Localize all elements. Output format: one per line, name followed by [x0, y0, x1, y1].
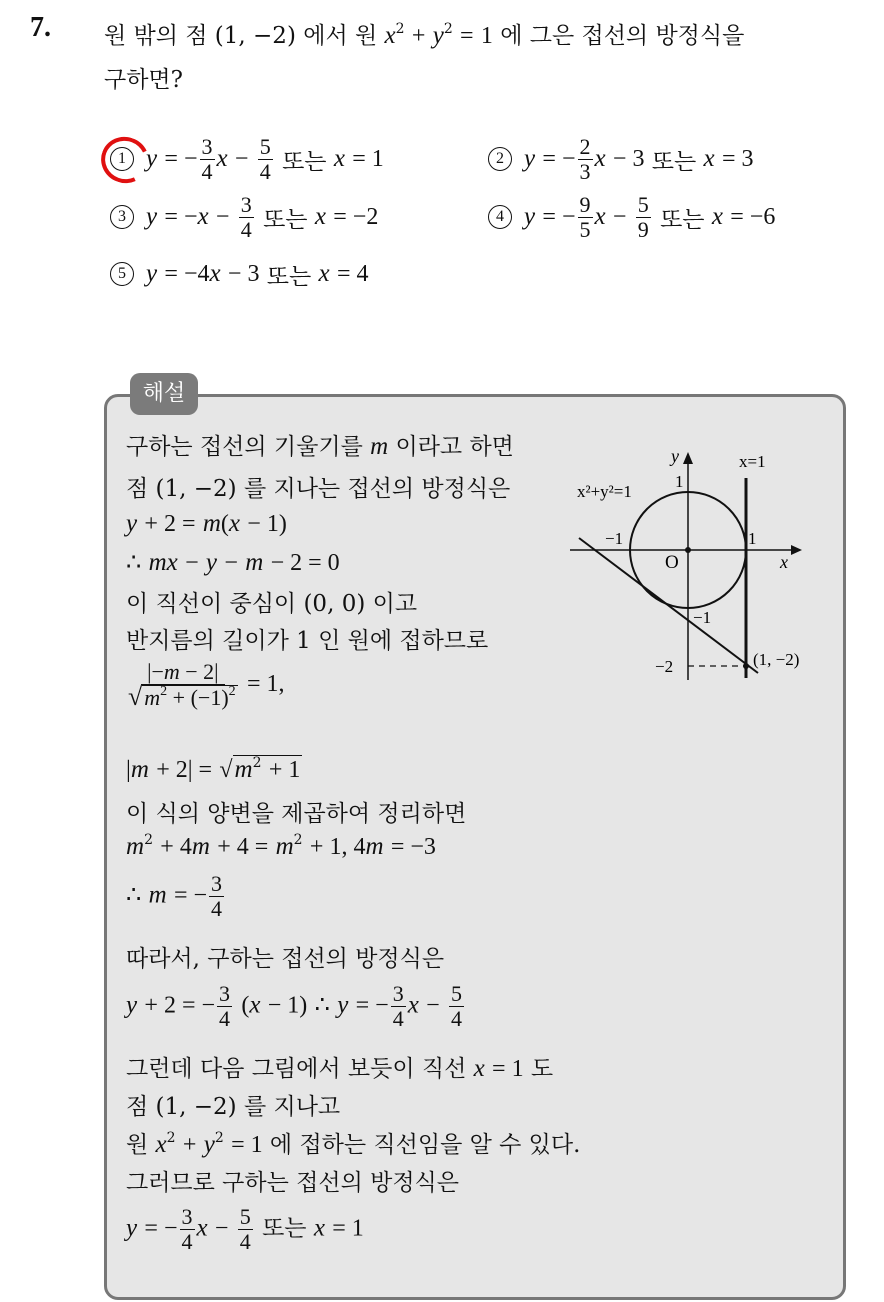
question-text: 원 밖의 점 (1, −2) 에서 원 $x^2 + y^2 = 1$ 에 그은 접선의 방정식을 구하면?	[104, 21, 745, 93]
solution-line-17: 원 $x^2 + y^2 = 1$ 에 접하는 직선임을 알 수 있다.	[126, 1130, 581, 1158]
choice-5-number: 5	[110, 262, 134, 286]
solution-line-5: 이 직선이 중심이 (0, 0) 이고	[126, 591, 418, 617]
solution-line-13: 따라서, 구하는 접선의 방정식은	[126, 946, 445, 972]
choice-4[interactable]: 4 y = − $\frac{9}{5}$ x − $\frac{5}{9}$ 또는 x = −6	[488, 190, 775, 244]
solution-line-14: y + 2 = − $\frac{3}{4}$ (x − 1) ∴ y = − $\frac{3}{4}$ x − $\frac{5}{4}$	[126, 981, 462, 1031]
solution-line-10: $m^2 + 4m + 4 = m^2 + 1$, 4m = −3	[126, 832, 436, 860]
point-1-neg2	[743, 663, 749, 669]
solution-line-1: 구하는 접선의 기울기를 m 이라고 하면	[126, 433, 514, 460]
solution-line-2: 점 (1, −2) 를 지나는 접선의 방정식은	[126, 476, 511, 502]
solution-line-16: 점 (1, −2) 를 지나고	[126, 1094, 341, 1120]
origin-dot	[685, 547, 691, 553]
tick-1-y: 1	[675, 472, 684, 491]
tick-neg1-x: −1	[605, 529, 624, 548]
choice-2[interactable]: 2 y = − $\frac{2}{3}$ x − 3 또는 x = 3	[488, 132, 754, 186]
tick-1-x: 1	[748, 529, 757, 548]
solution-line-11: ∴ m = − $\frac{3}{4}$	[126, 871, 223, 921]
x-axis-label: x	[780, 552, 788, 572]
choice-3-number: 3	[110, 205, 134, 229]
tangent-figure	[565, 440, 835, 690]
distance-formula: $\frac{|-m - 2|}{√m^2 + (-1)^2}$ = 1,	[128, 659, 285, 711]
solution-line-4: ∴ mx − y − m − 2 = 0	[126, 549, 340, 576]
choice-3[interactable]: 3 y = − x − $\frac{3}{4}$ 또는 x = −2	[110, 190, 378, 244]
solution-line-19: y = − $\frac{3}{4}$ x − $\frac{5}{4}$ 또는 x = 1	[126, 1204, 364, 1254]
solution-line-9: 이 식의 양변을 제곱하여 정리하면	[126, 801, 467, 827]
choice-1[interactable]: 1 y = − $\frac{3}{4}$ x − $\frac{5}{4}$ 또는 x = 1	[110, 132, 384, 186]
line-label: x=1	[739, 452, 766, 471]
solution-badge: 해설	[130, 373, 198, 415]
circle-label: x²+y²=1	[577, 482, 632, 501]
solution-line-3: y + 2 = m(x − 1)	[126, 510, 287, 537]
origin-label: O	[665, 552, 679, 573]
point-label: (1, −2)	[753, 650, 800, 669]
solution-line-8: $|m + 2| = √m^2 + 1$	[126, 755, 301, 783]
question-number: 7.	[30, 12, 51, 43]
choice-4-number: 4	[488, 205, 512, 229]
y-axis-arrow	[683, 452, 693, 464]
choice-2-number: 2	[488, 147, 512, 171]
y-axis-label: y	[671, 446, 679, 466]
choice-1-number: 1	[110, 147, 134, 171]
tick-neg1-y: −1	[693, 608, 712, 627]
solution-line-15: 그런데 다음 그림에서 보듯이 직선 x = 1 도	[126, 1055, 554, 1082]
solution-line-6: 반지름의 길이가 1 인 원에 접하므로	[126, 628, 489, 654]
solution-line-18: 그러므로 구하는 접선의 방정식은	[126, 1170, 459, 1196]
choice-5[interactable]: 5 y = −4 x − 3 또는 x = 4	[110, 247, 369, 301]
x-axis-arrow	[791, 545, 802, 555]
tick-neg2-y: −2	[655, 657, 674, 676]
